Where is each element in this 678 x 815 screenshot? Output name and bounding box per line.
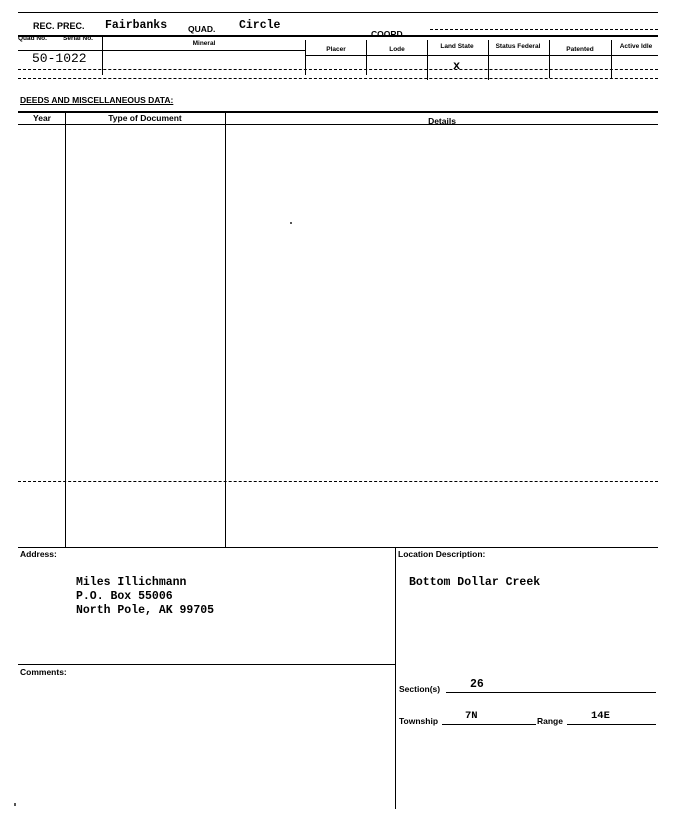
col-placer: Placer: [326, 46, 346, 53]
col-mineral: Mineral: [192, 40, 216, 47]
divider-federal: [488, 40, 489, 80]
address-line-1: Miles Illichmann: [76, 576, 187, 589]
col-land-state: Land State: [440, 43, 474, 50]
address-label: Address:: [20, 549, 57, 559]
comments-top-rule: [18, 664, 395, 665]
col-year: Year: [33, 113, 51, 123]
col-serial-no: Serial No.: [63, 35, 93, 42]
address-line-2: P.O. Box 55006: [76, 590, 173, 603]
coord-label: COORD.: [371, 29, 405, 39]
township-label: Township: [399, 716, 439, 726]
address-line-3: North Pole, AK 99705: [76, 604, 215, 617]
range-value: 14E: [591, 710, 610, 722]
section-label: Section(s): [399, 684, 441, 694]
header-bottom-dashed-rule: [18, 69, 658, 70]
township-value: 7N: [465, 710, 478, 722]
col-active-idle: Active Idle: [619, 43, 653, 50]
range-underline: [567, 724, 656, 725]
col-status-federal: Status Federal: [495, 43, 541, 50]
location-value: Bottom Dollar Creek: [409, 576, 541, 589]
township-underline: [442, 724, 536, 725]
col-patented: Patented: [566, 46, 594, 53]
deeds-dashed-rule: [18, 481, 658, 482]
stray-dot: [290, 222, 292, 224]
coord-extension-rule: [430, 29, 658, 30]
divider-active: [611, 40, 612, 78]
location-label: Location Description:: [398, 549, 486, 559]
header-bottom-rule: [18, 78, 658, 79]
col-lode: Lode: [389, 46, 405, 53]
col-quad-no: Quad No.: [18, 35, 47, 42]
deeds-bottom-rule: [18, 547, 658, 548]
quad-label: QUAD.: [188, 24, 216, 34]
deeds-title: DEEDS AND MISCELLANEOUS DATA:: [20, 95, 174, 105]
top-rule: [18, 12, 658, 13]
land-state-mark: x: [453, 59, 461, 73]
quad-serial-value: 50-1022: [32, 51, 87, 66]
rec-prec-value: Fairbanks: [105, 19, 168, 32]
divider-land: [427, 40, 428, 80]
section-value: 26: [470, 678, 484, 691]
rec-prec-label: REC. PREC.: [33, 21, 85, 31]
range-label: Range: [537, 716, 563, 726]
col-type-of-document: Type of Document: [108, 113, 182, 123]
comments-label: Comments:: [20, 667, 67, 677]
header-rule: [18, 35, 658, 37]
quad-value: Circle: [239, 19, 281, 32]
section-underline: [446, 692, 656, 693]
divider-patented: [549, 40, 550, 78]
address-location-divider: [395, 547, 396, 809]
deeds-header-rule: [18, 124, 658, 125]
stray-mark: [14, 803, 16, 806]
col-details: Details: [428, 116, 456, 126]
subheader-rule-right: [306, 55, 658, 56]
